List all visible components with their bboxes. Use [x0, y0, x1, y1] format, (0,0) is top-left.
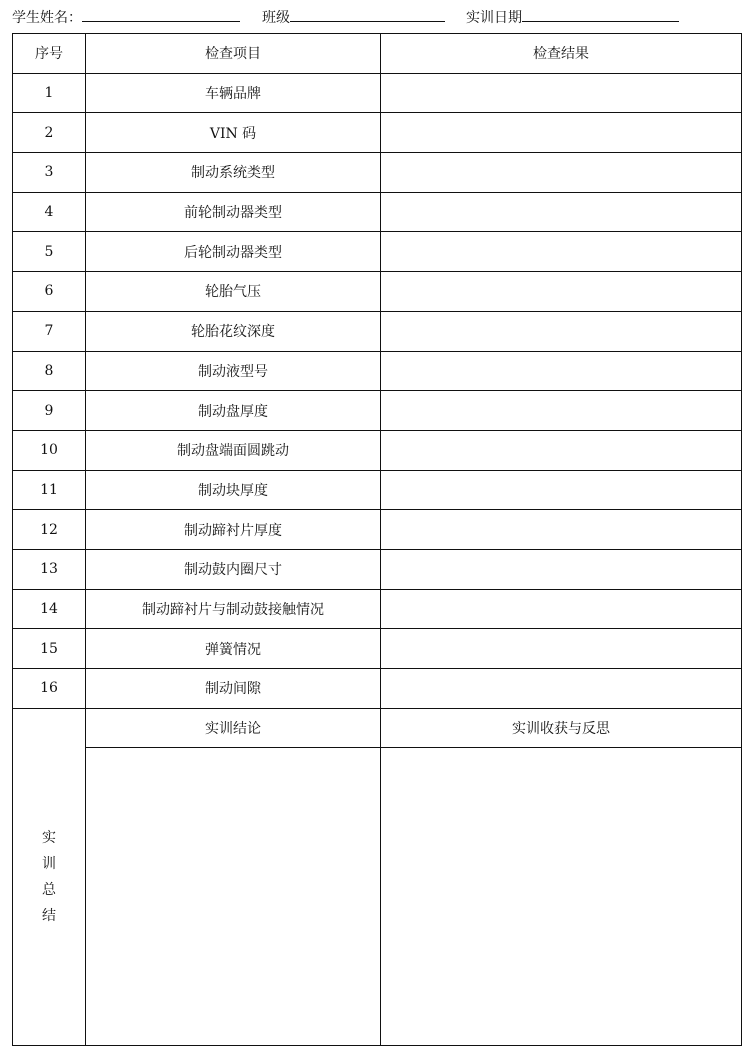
row-item: 制动蹄衬片与制动鼓接触情况: [86, 589, 381, 629]
row-index: 16: [13, 669, 86, 709]
row-index: 7: [13, 311, 86, 351]
row-item: 轮胎花纹深度: [86, 311, 381, 351]
table-row: [13, 589, 742, 629]
row-index: 14: [13, 589, 86, 629]
row-index: 8: [13, 351, 86, 391]
table-row: [13, 391, 742, 431]
student-name-blank[interactable]: [82, 6, 240, 22]
summary-label-char: 训: [42, 856, 56, 873]
summary-label-cell: [13, 708, 86, 1046]
table-row: [13, 470, 742, 510]
column-header-item: 检查项目: [86, 34, 381, 74]
column-header-result: 检查结果: [381, 34, 742, 74]
table-row: [13, 153, 742, 193]
summary-label-char: 结: [42, 908, 56, 925]
row-index: 4: [13, 192, 86, 232]
row-item: 制动间隙: [86, 669, 381, 709]
row-result-cell[interactable]: [381, 113, 742, 153]
row-item: 制动系统类型: [86, 153, 381, 193]
training-date-field[interactable]: [466, 6, 679, 29]
row-index: 11: [13, 470, 86, 510]
training-date-blank[interactable]: [522, 6, 679, 22]
student-name-label: 学生姓名：: [12, 10, 82, 26]
row-item: 制动块厚度: [86, 470, 381, 510]
conclusion-cell[interactable]: [86, 748, 381, 1046]
table-row: [13, 351, 742, 391]
row-item: 制动盘厚度: [86, 391, 381, 431]
table-row: [13, 549, 742, 589]
summary-header-row: [13, 708, 742, 748]
row-item: 轮胎气压: [86, 272, 381, 312]
student-name-field[interactable]: [12, 6, 240, 29]
row-result-cell[interactable]: [381, 549, 742, 589]
row-result-cell[interactable]: [381, 391, 742, 431]
row-index: 9: [13, 391, 86, 431]
row-item: 弹簧情况: [86, 629, 381, 669]
summary-label-char: 总: [42, 882, 56, 899]
row-index: 2: [13, 113, 86, 153]
row-result-cell[interactable]: [381, 311, 742, 351]
conclusion-header: 实训结论: [86, 708, 381, 748]
table-row: [13, 192, 742, 232]
row-item: 制动盘端面圆跳动: [86, 430, 381, 470]
row-index: 13: [13, 549, 86, 589]
row-index: 15: [13, 629, 86, 669]
row-item: 车辆品牌: [86, 73, 381, 113]
summary-label-char: 实: [42, 830, 56, 847]
row-item: 制动鼓内圈尺寸: [86, 549, 381, 589]
row-result-cell[interactable]: [381, 351, 742, 391]
table-row: [13, 73, 742, 113]
table-row: [13, 311, 742, 351]
row-result-cell[interactable]: [381, 153, 742, 193]
table-row: [13, 113, 742, 153]
row-result-cell[interactable]: [381, 669, 742, 709]
class-blank[interactable]: [290, 6, 445, 22]
class-field[interactable]: [262, 6, 445, 29]
row-item: 前轮制动器类型: [86, 192, 381, 232]
row-result-cell[interactable]: [381, 430, 742, 470]
row-index: 10: [13, 430, 86, 470]
table-header-row: [13, 34, 742, 74]
row-item: 制动液型号: [86, 351, 381, 391]
table-row: [13, 510, 742, 550]
row-result-cell[interactable]: [381, 629, 742, 669]
table-row: [13, 232, 742, 272]
inspection-table: [12, 33, 742, 1046]
summary-label: [13, 825, 85, 929]
class-label: 班级: [262, 10, 290, 26]
reflection-header: 实训收获与反思: [381, 708, 742, 748]
row-result-cell[interactable]: [381, 73, 742, 113]
row-result-cell[interactable]: [381, 192, 742, 232]
table-row: [13, 629, 742, 669]
row-index: 1: [13, 73, 86, 113]
row-index: 3: [13, 153, 86, 193]
student-info-header: [12, 6, 742, 28]
row-item: 后轮制动器类型: [86, 232, 381, 272]
reflection-cell[interactable]: [381, 748, 742, 1046]
row-index: 5: [13, 232, 86, 272]
training-date-label: 实训日期: [466, 10, 522, 26]
row-item: 制动蹄衬片厚度: [86, 510, 381, 550]
row-result-cell[interactable]: [381, 589, 742, 629]
table-row: [13, 669, 742, 709]
row-result-cell[interactable]: [381, 272, 742, 312]
row-item: VIN 码: [86, 113, 381, 153]
row-result-cell[interactable]: [381, 470, 742, 510]
row-index: 12: [13, 510, 86, 550]
row-index: 6: [13, 272, 86, 312]
column-header-index: 序号: [13, 34, 86, 74]
row-result-cell[interactable]: [381, 232, 742, 272]
table-row: [13, 430, 742, 470]
summary-body-row: [13, 748, 742, 1046]
table-row: [13, 272, 742, 312]
row-result-cell[interactable]: [381, 510, 742, 550]
